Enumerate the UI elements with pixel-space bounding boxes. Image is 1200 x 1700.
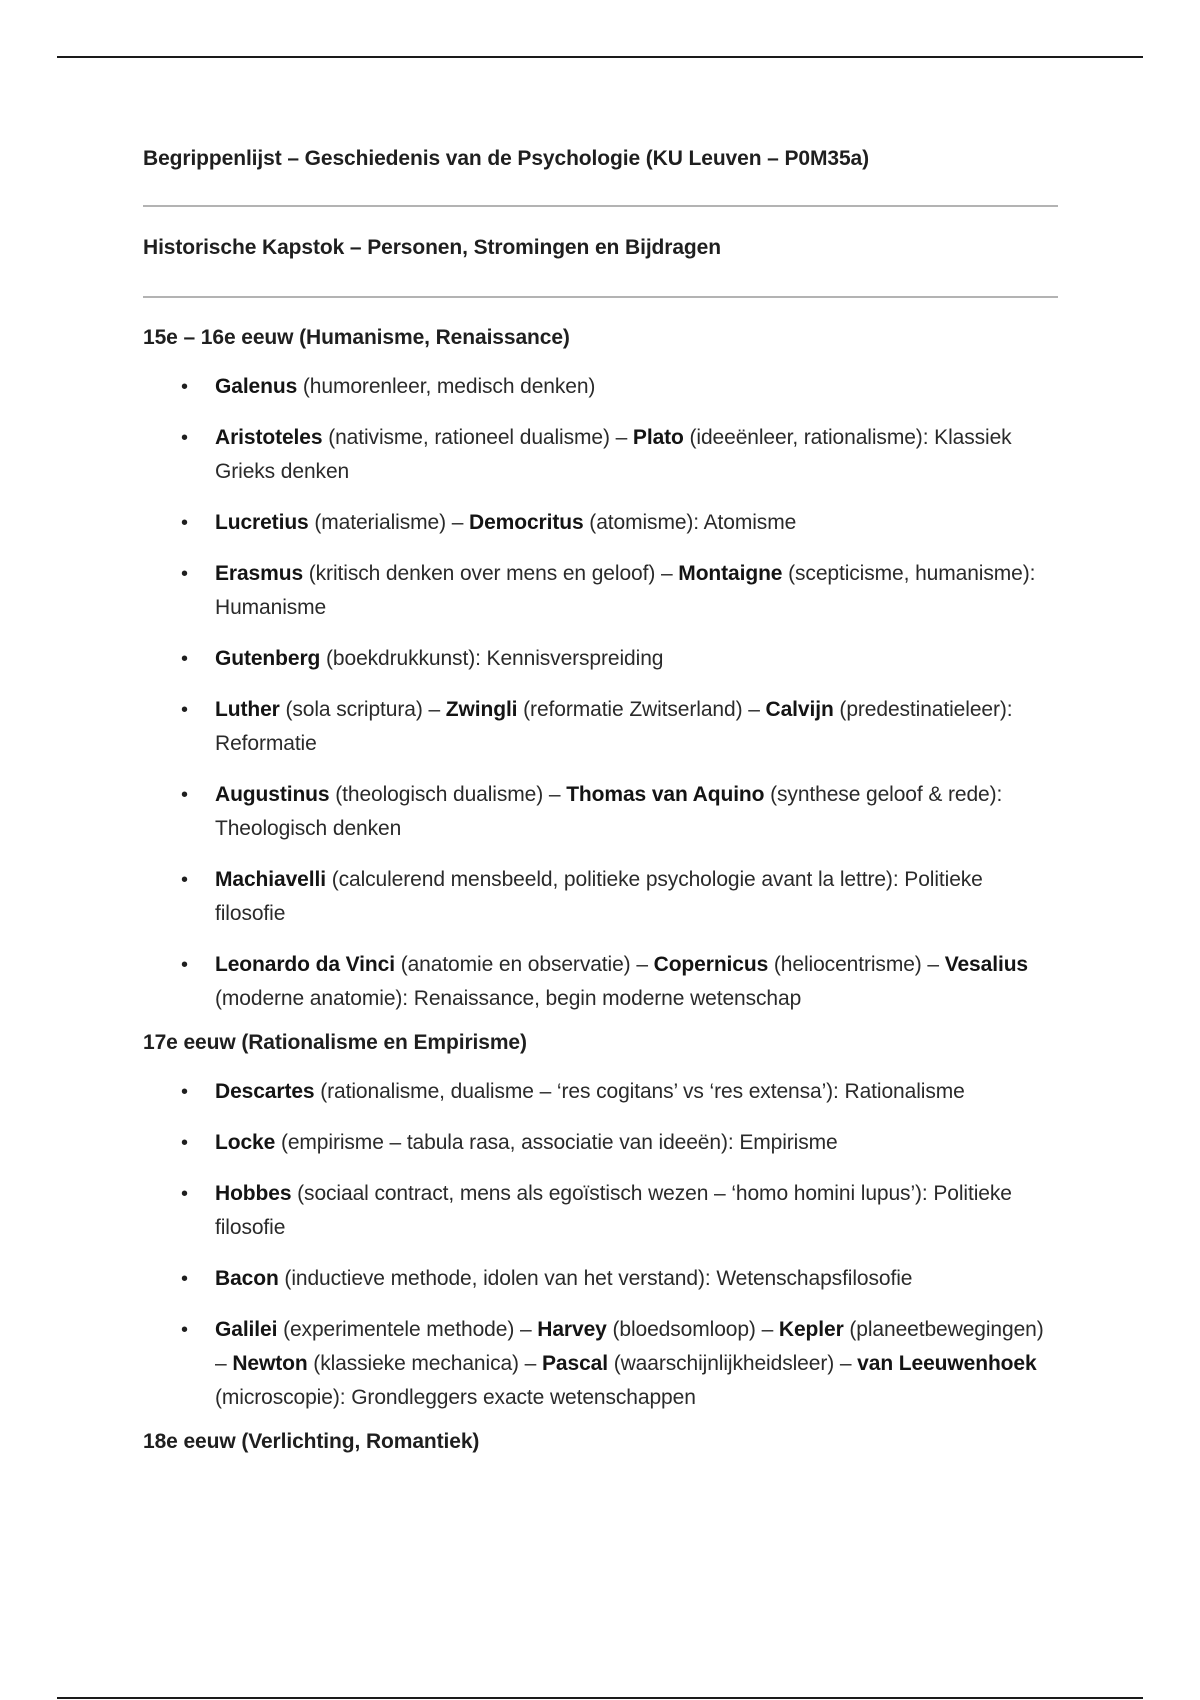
- term-name: Kepler: [778, 1318, 844, 1341]
- bullet-icon: •: [181, 784, 188, 806]
- term-name: Lucretius: [215, 511, 309, 534]
- list-item: [143, 370, 1058, 404]
- term-name: Augustinus: [215, 783, 330, 806]
- bullet-icon: •: [181, 1132, 188, 1154]
- term-description: (reformatie Zwitserland) –: [517, 698, 766, 721]
- page-top-rule: [57, 56, 1143, 58]
- document-body: [143, 145, 1058, 1456]
- bullet-list: [143, 1075, 1058, 1415]
- list-item: [143, 1075, 1058, 1109]
- list-item: [143, 1262, 1058, 1296]
- term-description: (nativisme, rationeel dualisme) –: [322, 426, 633, 449]
- bullet-icon: •: [181, 427, 188, 449]
- bullet-icon: •: [181, 376, 188, 398]
- bullet-icon: •: [181, 869, 188, 891]
- term-description: (theologisch dualisme) –: [329, 783, 567, 806]
- term-name: Galenus: [215, 375, 298, 398]
- term-name: Pascal: [542, 1352, 608, 1375]
- list-item: [143, 1177, 1058, 1245]
- term-description: (humorenleer, medisch denken): [297, 375, 596, 398]
- term-description: (sociaal contract, mens als egoïstisch wezen – ‘homo homini lupus’): Politieke filosofie: [215, 1182, 1012, 1239]
- bullet-icon: •: [181, 699, 188, 721]
- term-description: (scepticisme, humanisme): Humanisme: [215, 562, 1036, 619]
- term-description: (calculerend mensbeeld, politieke psychologie avant la lettre): Politieke filosofie: [215, 868, 983, 925]
- bullet-icon: •: [181, 1319, 188, 1341]
- term-description: (microscopie): Grondleggers exacte wetenschappen: [215, 1386, 696, 1409]
- list-item: [143, 1126, 1058, 1160]
- list-item: [143, 948, 1058, 1016]
- term-description: (inductieve methode, idolen van het verstand): Wetenschapsfilosofie: [278, 1267, 913, 1290]
- term-name: Luther: [215, 698, 280, 721]
- term-description: (atomisme): Atomisme: [583, 511, 797, 534]
- bullet-icon: •: [181, 954, 188, 976]
- term-description: (predestinatieleer): Reformatie: [215, 698, 1013, 755]
- term-description: (bloedsomloop) –: [606, 1318, 779, 1341]
- bullet-icon: •: [181, 648, 188, 670]
- list-item: [143, 1313, 1058, 1415]
- term-description: (moderne anatomie): Renaissance, begin moderne wetenschap: [215, 987, 802, 1010]
- term-name: Plato: [632, 426, 684, 449]
- term-description: (empirisme – tabula rasa, associatie van ideeën): Empirisme: [275, 1131, 838, 1154]
- term-name: Harvey: [537, 1318, 607, 1341]
- term-name: Copernicus: [653, 953, 769, 976]
- section-heading: 17e eeuw (Rationalisme en Empirisme): [143, 1031, 527, 1054]
- list-item: [143, 506, 1058, 540]
- bullet-icon: •: [181, 512, 188, 534]
- divider: [143, 205, 1058, 207]
- document-title: Begrippenlijst – Geschiedenis van de Psychologie (KU Leuven – P0M35a): [143, 147, 869, 170]
- term-description: (klassieke mechanica) –: [307, 1352, 542, 1375]
- list-item: [143, 557, 1058, 625]
- term-name: Hobbes: [215, 1182, 292, 1205]
- term-description: (kritisch denken over mens en geloof) –: [303, 562, 679, 585]
- sections-container: [143, 324, 1058, 1456]
- term-description: (planeetbewegingen) –: [215, 1318, 1044, 1375]
- bullet-icon: •: [181, 1268, 188, 1290]
- term-name: Vesalius: [944, 953, 1028, 976]
- term-description: (sola scriptura) –: [279, 698, 446, 721]
- term-name: Locke: [215, 1131, 276, 1154]
- term-name: Newton: [232, 1352, 308, 1375]
- term-name: Thomas van Aquino: [566, 783, 765, 806]
- term-description: (anatomie en observatie) –: [394, 953, 654, 976]
- bullet-icon: •: [181, 1081, 188, 1103]
- term-description: (synthese geloof & rede): Theologisch denken: [215, 783, 1003, 840]
- term-name: Aristoteles: [215, 426, 323, 449]
- term-description: (materialisme) –: [308, 511, 470, 534]
- term-name: van Leeuwenhoek: [857, 1352, 1037, 1375]
- term-name: Galilei: [215, 1318, 278, 1341]
- list-item: [143, 642, 1058, 676]
- list-item: [143, 421, 1058, 489]
- list-item: [143, 863, 1058, 931]
- term-description: (ideeënleer, rationalisme): Klassiek Grieks denken: [215, 426, 1012, 483]
- term-description: (rationalisme, dualisme – ‘res cogitans’ vs ‘res extensa’): Rationalisme: [314, 1080, 965, 1103]
- term-description: (boekdrukkunst): Kennisverspreiding: [320, 647, 664, 670]
- term-description: (waarschijnlijkheidsleer) –: [607, 1352, 858, 1375]
- section-heading: 18e eeuw (Verlichting, Romantiek): [143, 1430, 480, 1453]
- term-name: Gutenberg: [215, 647, 321, 670]
- term-name: Erasmus: [215, 562, 304, 585]
- term-name: Calvijn: [765, 698, 834, 721]
- term-name: Montaigne: [678, 562, 783, 585]
- section-heading: 15e – 16e eeuw (Humanisme, Renaissance): [143, 326, 570, 349]
- term-name: Machiavelli: [215, 868, 326, 891]
- term-name: Leonardo da Vinci: [215, 953, 395, 976]
- divider: [143, 296, 1058, 298]
- page-bottom-rule: [57, 1697, 1143, 1699]
- term-name: Zwingli: [445, 698, 518, 721]
- bullet-list: [143, 370, 1058, 1016]
- term-name: Democritus: [469, 511, 584, 534]
- term-description: (heliocentrisme) –: [768, 953, 945, 976]
- list-item: [143, 693, 1058, 761]
- term-name: Descartes: [215, 1080, 315, 1103]
- list-item: [143, 778, 1058, 846]
- bullet-icon: •: [181, 1183, 188, 1205]
- document-subtitle: Historische Kapstok – Personen, Stromingen en Bijdragen: [143, 236, 721, 259]
- bullet-icon: •: [181, 563, 188, 585]
- term-description: (experimentele methode) –: [277, 1318, 538, 1341]
- term-name: Bacon: [215, 1267, 279, 1290]
